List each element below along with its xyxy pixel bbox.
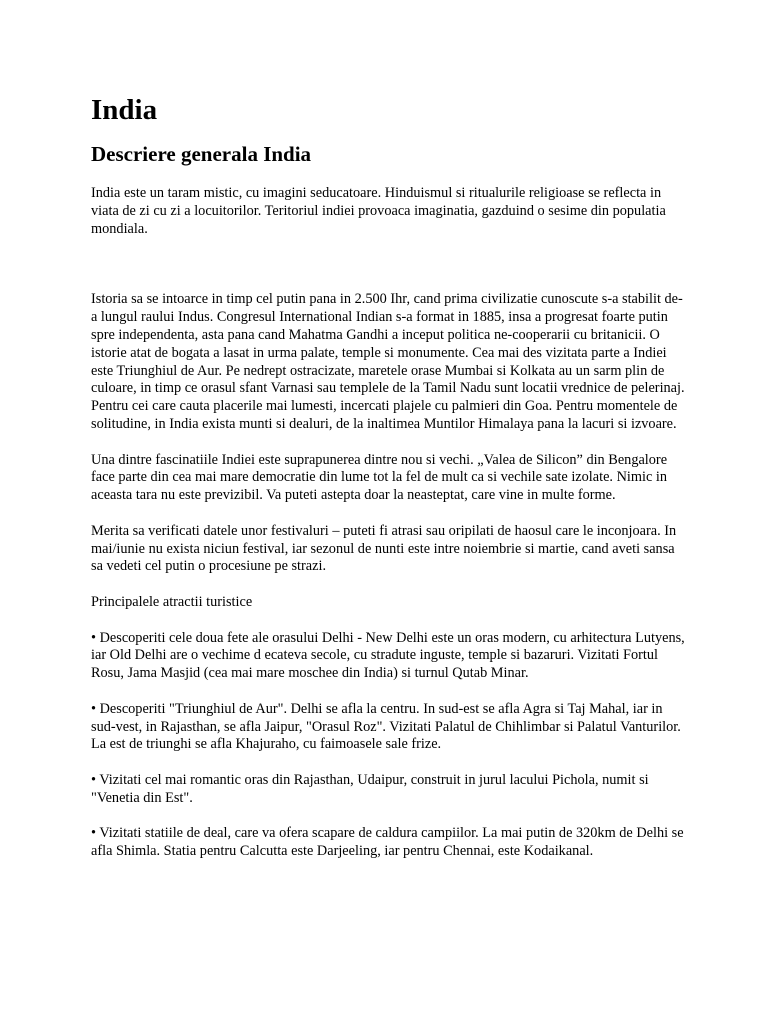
- paragraph-festivals: Merita sa verificati datele unor festivaluri – puteti fi atrasi sau oripilati de haosul care le inconjoara. In mai/iunie nu exista niciun festival, iar sezonul de nunti este intre noiembrie si martie, cand aveti sansa sa vedeti cel putin o procesiune pe strazi.: [91, 522, 677, 575]
- paragraph-attractions-heading: Principalele atractii turistice: [91, 593, 253, 610]
- document-page: [91, 92, 687, 879]
- paragraph-contrast: Una dintre fascinatiile Indiei este suprapunerea dintre nou si vechi. „Valea de Silicon” din Bengalore face parte din cea mai mare democratie din lume tot la fel de mult ca si vechile sate izolate. Nimic in aceasta tara nu este previzibil. Va puteti astepta doar la neasteptat, care vine in multe forme.: [91, 451, 668, 504]
- paragraph-history: Istoria sa se intoarce in timp cel putin pana in 2.500 Ihr, cand prima civilizatie cunoscute s-a stabilit de-a lungul raului Indus. Congresul International Indian s-a format in 1885, insa a progresat foarte putin spre independenta, asta pana cand Mahatma Gandhi a inceput politica ne-cooperarii cu britanicii. O istorie atat de bogata a lasat in urma palate, temple si monumente. Cea mai des vizitata parte a Indiei este Triunghiul de Aur. Pe nedrept ostracizate, maretele orase Mumbai si Kolkata au un sarm plin de culoare, in timp ce orasul sfant Varnasi sau templele de la Tamil Nadu sunt locatii vrednice de pelerinaj. Pentru cei care cauta placerile mai lumesti, incercati plajele cu palmieri din Goa. Pentru momentele de solitudine, in India exista munti si dealuri, de la inaltimea Muntilor Himalaya pana la lacuri si izvoare.: [91, 291, 685, 432]
- page-title: India: [91, 94, 158, 126]
- section-heading: Descriere generala India: [91, 142, 312, 166]
- list-item-hill-stations: • Vizitati statiile de deal, care va ofera scapare de caldura campiilor. La mai putin de 320km de Delhi se afla Shimla. Statia pentru Calcutta este Darjeeling, iar pentru Chennai, este Kodaikanal.: [91, 825, 684, 860]
- paragraph-intro: India este un taram mistic, cu imagini seducatoare. Hinduismul si ritualurile religioase se reflecta in viata de zi cu zi a locuitorilor. Teritoriul indiei provoaca imaginatia, gazduind o sesime din populatia mondiala.: [91, 185, 666, 237]
- list-item-udaipur: • Vizitati cel mai romantic oras din Rajasthan, Udaipur, construit in jurul lacului Pichola, numit si "Venetia din Est".: [91, 771, 649, 806]
- list-item-delhi: • Descoperiti cele doua fete ale orasului Delhi - New Delhi este un oras modern, cu arhitectura Lutyens, iar Old Delhi are o vechime d ecateva secole, cu stradute inguste, temple si bazaruri. Vizitati Fortul Rosu, Jama Masjid (cea mai mare moschee din India) si turnul Qutab Minar.: [91, 629, 685, 682]
- list-item-golden-triangle: • Descoperiti "Triunghiul de Aur". Delhi se afla la centru. In sud-est se afla Agra si Taj Mahal, iar in sud-vest, in Rajasthan, se afla Jaipur, "Orasul Roz". Vizitati Palatul de Chihlimbar si Palatul Vanturilor. La est de triunghi se afla Khajuraho, cu faimoasele sale frize.: [91, 700, 681, 753]
